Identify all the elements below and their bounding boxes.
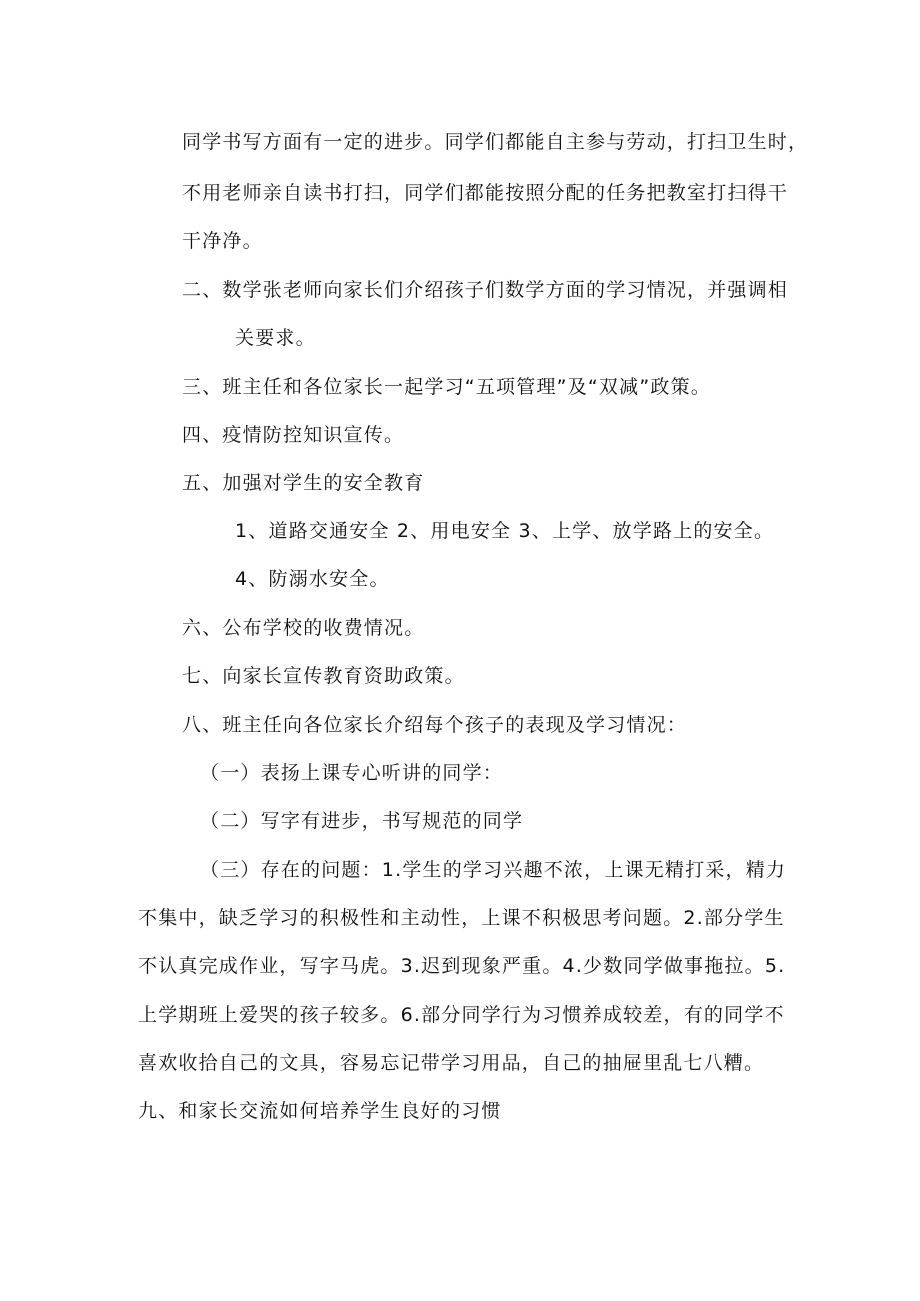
- paragraph-line: 不用老师亲自读书打扫，同学们都能按照分配的任务把教室打扫得干: [182, 182, 789, 204]
- paragraph-line: 同学书写方面有一定的进步。同学们都能自主参与劳动，打扫卫生时，: [182, 131, 809, 153]
- list-item-heading: 七、向家长宣传教育资助政策。: [182, 665, 465, 687]
- sub-list-item: 4、防溺水安全。: [235, 568, 390, 590]
- paragraph-line: 干净净。: [182, 230, 263, 252]
- list-item-heading: 三、班主任和各位家长一起学习“五项管理”及“双减”政策。: [182, 376, 711, 398]
- paragraph-line: 不认真完成作业，写字马虎。3.迟到现象严重。4.少数同学做事拖拉。5.: [138, 955, 786, 977]
- paragraph-line: 关要求。: [235, 327, 316, 349]
- list-item-heading: 五、加强对学生的安全教育: [182, 472, 425, 494]
- list-item-heading: 四、疫情防控知识宣传。: [182, 424, 405, 446]
- list-item-heading: 六、公布学校的收费情况。: [182, 617, 425, 639]
- list-item-heading: 二、数学张老师向家长们介绍孩子们数学方面的学习情况，并强调相: [182, 279, 789, 301]
- paragraph-line: 不集中，缺乏学习的积极性和主动性，上课不积极思考问题。2.部分学生: [138, 907, 785, 929]
- paragraph-line: 喜欢收拾自己的文具，容易忘记带学习用品，自己的抽屉里乱七八糟。: [138, 1052, 765, 1074]
- sub-list-item: （三）存在的问题：1.学生的学习兴趣不浓，上课无精打采，精力: [200, 859, 787, 881]
- list-item-heading: 八、班主任向各位家长介绍每个孩子的表现及学习情况：: [182, 714, 688, 736]
- sub-list-item: （二）写字有进步，书写规范的同学: [200, 810, 524, 832]
- paragraph-line: 上学期班上爱哭的孩子较多。6.部分同学行为习惯养成较差，有的同学不: [138, 1004, 785, 1026]
- list-item-heading: 九、和家长交流如何培养学生良好的习惯: [138, 1100, 502, 1122]
- sub-list-item: （一）表扬上课专心听讲的同学：: [200, 762, 504, 784]
- sub-list-item: 1、道路交通安全 2、用电安全 3、上学、放学路上的安全。: [235, 520, 775, 542]
